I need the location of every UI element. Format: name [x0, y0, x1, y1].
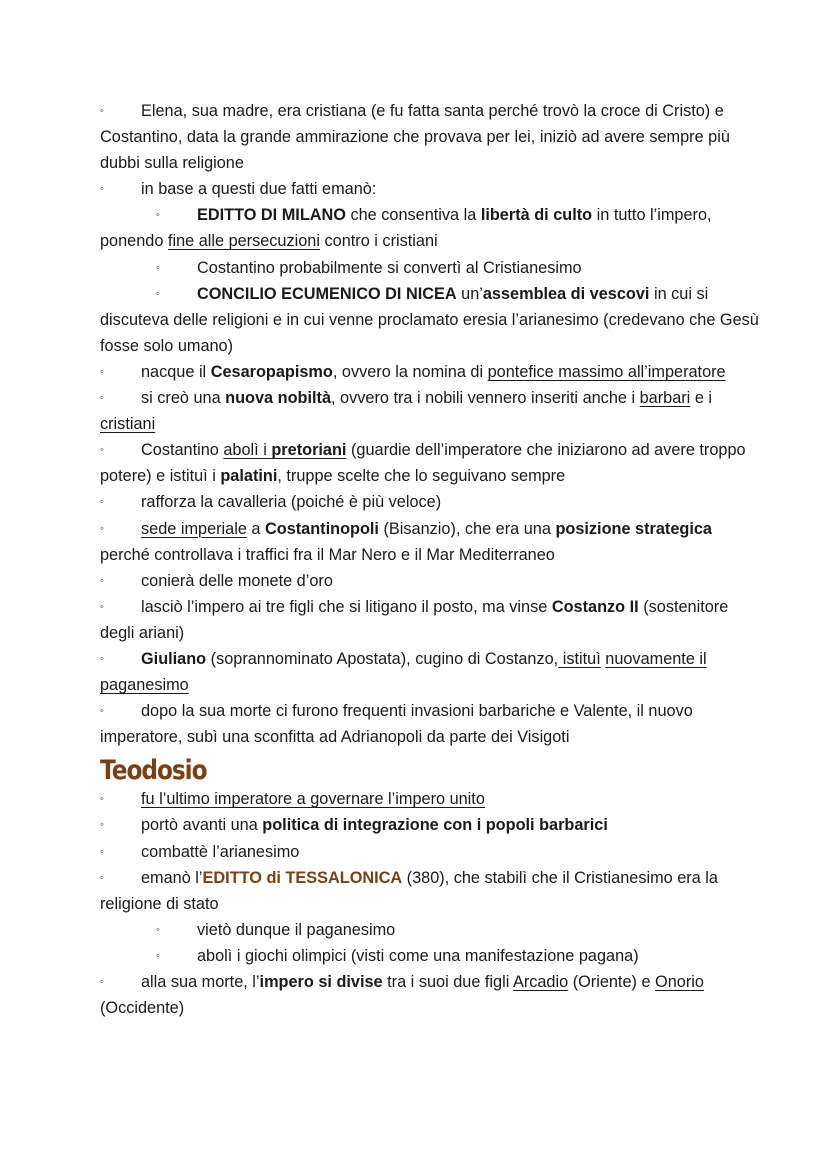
section-heading: Teodosio	[100, 755, 207, 787]
bullet-icon: ◦	[100, 105, 104, 117]
bullet-icon: ◦	[100, 793, 104, 806]
bullet-icon: ◦	[100, 871, 104, 884]
list-item: ◦ dopo la sua morte ci furono frequenti invasioni barbariche e Valente, il nuovo imperatore, subì una sconfitta ad Adrianopoli da parte dei Visigoti	[100, 698, 765, 750]
bullet-icon: ◦	[156, 209, 160, 222]
bullet-icon: ◦	[100, 976, 104, 988]
list-item: ◦ in base a questi due fatti emanò:	[100, 176, 765, 202]
list-item: ◦ fu l’ultimo imperatore a governare l’impero unito	[100, 786, 765, 812]
sub-list-item: ◦ EDITTO DI MILANO che consentiva la libertà di culto in tutto l’impero, ponendo fine alle persecuzioni contro i cristiani	[100, 202, 765, 254]
bullet-icon: ◦	[100, 365, 104, 378]
sub-list-item: ◦ CONCILIO ECUMENICO DI NICEA un’assemblea di vescovi in cui si discuteva delle religioni e in cui venne proclamato eresia l’arianesimo (credevano che Gesù fosse solo umano)	[100, 281, 765, 359]
list-item: ◦ Giuliano (soprannominato Apostata), cugino di Costanzo, istituì nuovamente il paganesimo	[100, 646, 765, 698]
bullet-icon: ◦	[100, 522, 104, 535]
bullet-icon: ◦	[100, 574, 104, 587]
list-item: ◦ emanò l’EDITTO di TESSALONICA (380), che stabilì che il Cristianesimo era la religione di stato	[100, 865, 765, 917]
bullet-icon: ◦	[100, 496, 104, 509]
sub-list-item: ◦ vietò dunque il paganesimo	[100, 917, 765, 943]
document-page	[100, 98, 765, 1021]
bullet-icon: ◦	[100, 652, 104, 665]
list-item: ◦ conierà delle monete d’oro	[100, 568, 765, 594]
list-item: ◦ lasciò l’impero ai tre figli che si litigano il posto, ma vinse Costanzo II (sostenitore degli ariani)	[100, 594, 765, 646]
list-item: ◦ si creò una nuova nobiltà, ovvero tra i nobili vennero inseriti anche i barbari e i cristiani	[100, 385, 765, 437]
bullet-icon: ◦	[100, 444, 104, 457]
bullet-icon: ◦	[100, 183, 104, 196]
bullet-icon: ◦	[156, 261, 160, 274]
list-item: ◦ Costantino abolì i pretoriani (guardie dell’imperatore che iniziarono ad avere troppo potere) e istituì i palatini, truppe scelte che lo seguivano sempre	[100, 437, 765, 489]
sub-list-item: ◦ Costantino probabilmente si convertì al Cristianesimo	[100, 255, 765, 281]
list-item: ◦ combattè l’arianesimo	[100, 839, 765, 865]
list-item: ◦ portò avanti una politica di integrazione con i popoli barbarici	[100, 812, 765, 838]
bullet-icon: ◦	[100, 845, 104, 858]
sub-list-item: ◦ abolì i giochi olimpici (visti come una manifestazione pagana)	[100, 943, 765, 969]
bullet-icon: ◦	[156, 287, 160, 300]
bullet-icon: ◦	[156, 949, 160, 962]
list-item: ◦ rafforza la cavalleria (poiché è più veloce)	[100, 489, 765, 515]
list-item: ◦ sede imperiale a Costantinopoli (Bisanzio), che era una posizione strategica perché controllava i traffici fra il Mar Nero e il Mar Mediterraneo	[100, 516, 765, 568]
bullet-icon: ◦	[100, 819, 104, 832]
bullet-icon: ◦	[100, 705, 104, 718]
list-item: ◦ Elena, sua madre, era cristiana (e fu fatta santa perché trovò la croce di Cristo) e Costantino, data la grande ammirazione che provava per lei, iniziò ad avere sempre più dubbi sulla religione	[100, 98, 765, 176]
bullet-icon: ◦	[100, 600, 104, 613]
list-item: ◦ alla sua morte, l’impero si divise tra i suoi due figli Arcadio (Oriente) e Onorio (Occidente)	[100, 969, 765, 1021]
list-item: ◦ nacque il Cesaropapismo, ovvero la nomina di pontefice massimo all’imperatore	[100, 359, 765, 385]
bullet-icon: ◦	[100, 392, 104, 405]
bullet-icon: ◦	[156, 923, 160, 936]
